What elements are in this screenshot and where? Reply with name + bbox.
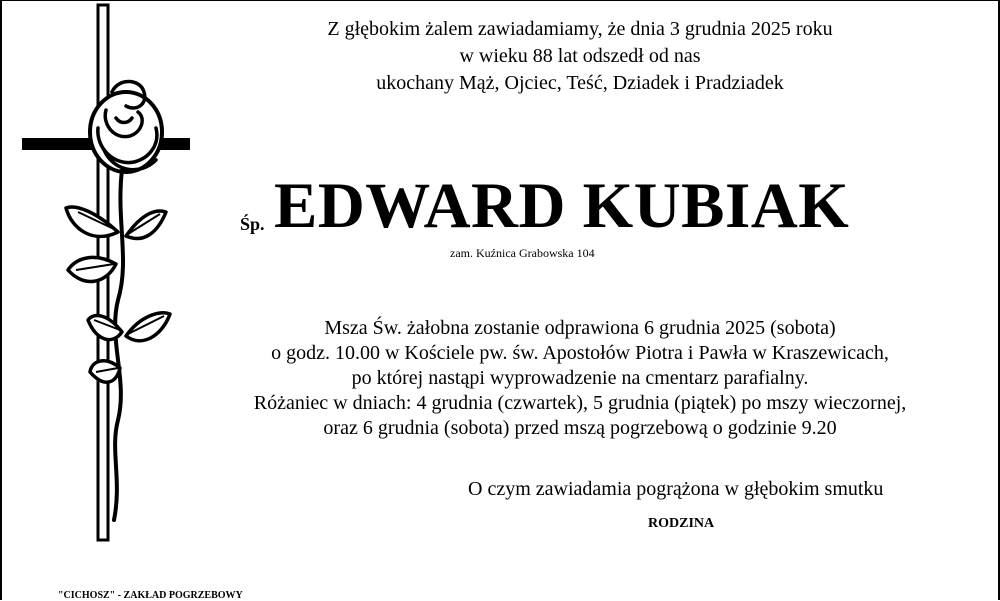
mass-line: Różaniec w dniach: 4 grudnia (czwartek), 5 grudnia (piątek) po mszy wieczornej, <box>253 392 907 414</box>
honorific: Śp. <box>240 214 265 234</box>
mass-line: po której nastąpi wyprowadzenie na cmentarz parafialny. <box>351 367 809 389</box>
intro-line: Z głębokim żalem zawiadamiamy, że dnia 3 grudnia 2025 roku <box>327 18 833 40</box>
intro-text <box>250 16 910 97</box>
mass-line: o godz. 10.00 w Kościele pw. św. Apostołów Piotra i Pawła w Kraszewicach, <box>271 342 889 364</box>
left-border <box>0 0 2 600</box>
cross-with-rose-icon <box>18 0 198 560</box>
mass-line: Msza Św. żałobna zostanie odprawiona 6 grudnia 2025 (sobota) <box>324 317 836 339</box>
intro-line: w wieku 88 lat odszedł od nas <box>459 45 701 67</box>
deceased-name: EDWARD KUBIAK <box>274 170 850 242</box>
address: zam. Kuźnica Grabowska 104 <box>450 246 595 260</box>
funeral-home: "CICHOSZ" - ZAKŁAD POGRZEBOWY <box>58 590 243 601</box>
mass-line: oraz 6 grudnia (sobota) przed mszą pogrzebową o godzinie 9.20 <box>323 417 837 439</box>
intro-line: ukochany Mąż, Ojciec, Teść, Dziadek i Pradziadek <box>376 72 784 94</box>
closing-text: O czym zawiadamia pogrążona w głębokim smutku <box>468 478 884 500</box>
mass-details <box>200 316 960 441</box>
family-signature: RODZINA <box>648 516 715 531</box>
